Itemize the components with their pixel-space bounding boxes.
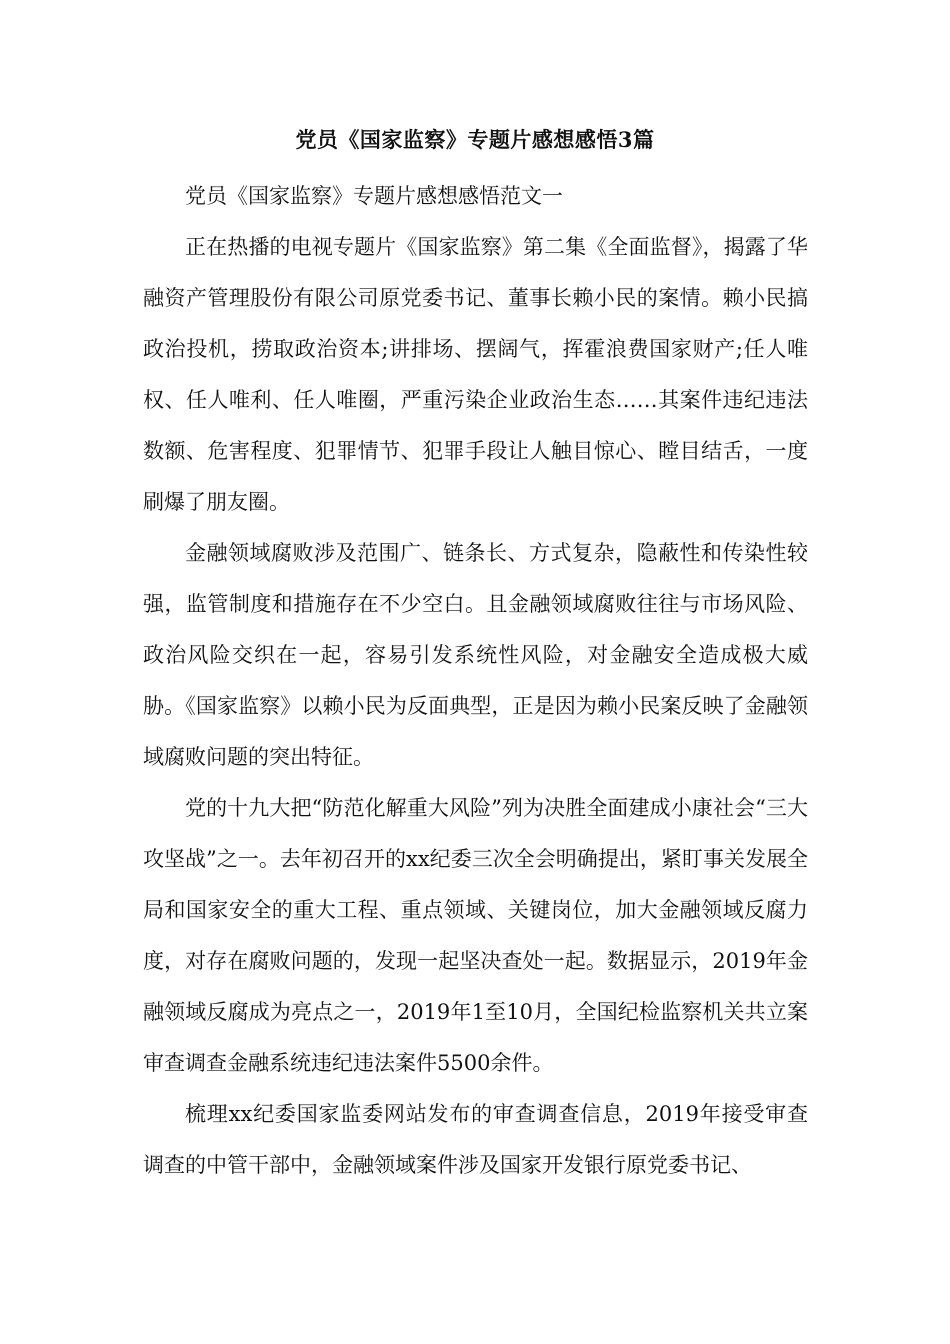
body-paragraph: 金融领域腐败涉及范围广、链条长、方式复杂，隐蔽性和传染性较强，监管制度和措施存在不少空白。且金融领域腐败往往与市场风险、政治风险交织在一起，容易引发系统性风险，对金融安全造成极大威胁。《国家监察》以赖小民为反面典型，正是因为赖小民案反映了金融领域腐败问题的突出特征。 [143,541,808,769]
body-paragraph: 正在热播的电视专题片《国家监察》第二集《全面监督》，揭露了华融资产管理股份有限公司原党委书记、董事长赖小民的案情。赖小民搞政治投机，捞取政治资本;讲排场、摆阔气，挥霍浪费国家财产;任人唯权、任人唯利、任人唯圈，严重污染企业政治生态……其案件违纪违法数额、危害程度、犯罪情节、犯罪手段让人触目惊心、瞠目结舌，一度刷爆了朋友圈。 [143,235,808,514]
subtitle-paragraph: 党员《国家监察》专题片感想感悟范文一 [185,184,563,208]
body-paragraph: 梳理xx纪委国家监委网站发布的审查调查信息，2019年接受审查调查的中管干部中，金融领域案件涉及国家开发银行原党委书记、 [143,1102,808,1177]
document-body [143,171,808,1191]
document-title: 党员《国家监察》专题片感想感悟3篇 [295,127,655,152]
body-paragraph: 党的十九大把“防范化解重大风险”列为决胜全面建成小康社会“三大攻坚战”之一。去年初召开的xx纪委三次全会明确提出，紧盯事关发展全局和国家安全的重大工程、重点领域、关键岗位，加大金融领域反腐力度，对存在腐败问题的，发现一起坚决查处一起。数据显示，2019年金融领域反腐成为亮点之一，2019年1至10月，全国纪检监察机关共立案审查调查金融系统违纪违法案件5500余件。 [143,796,808,1075]
